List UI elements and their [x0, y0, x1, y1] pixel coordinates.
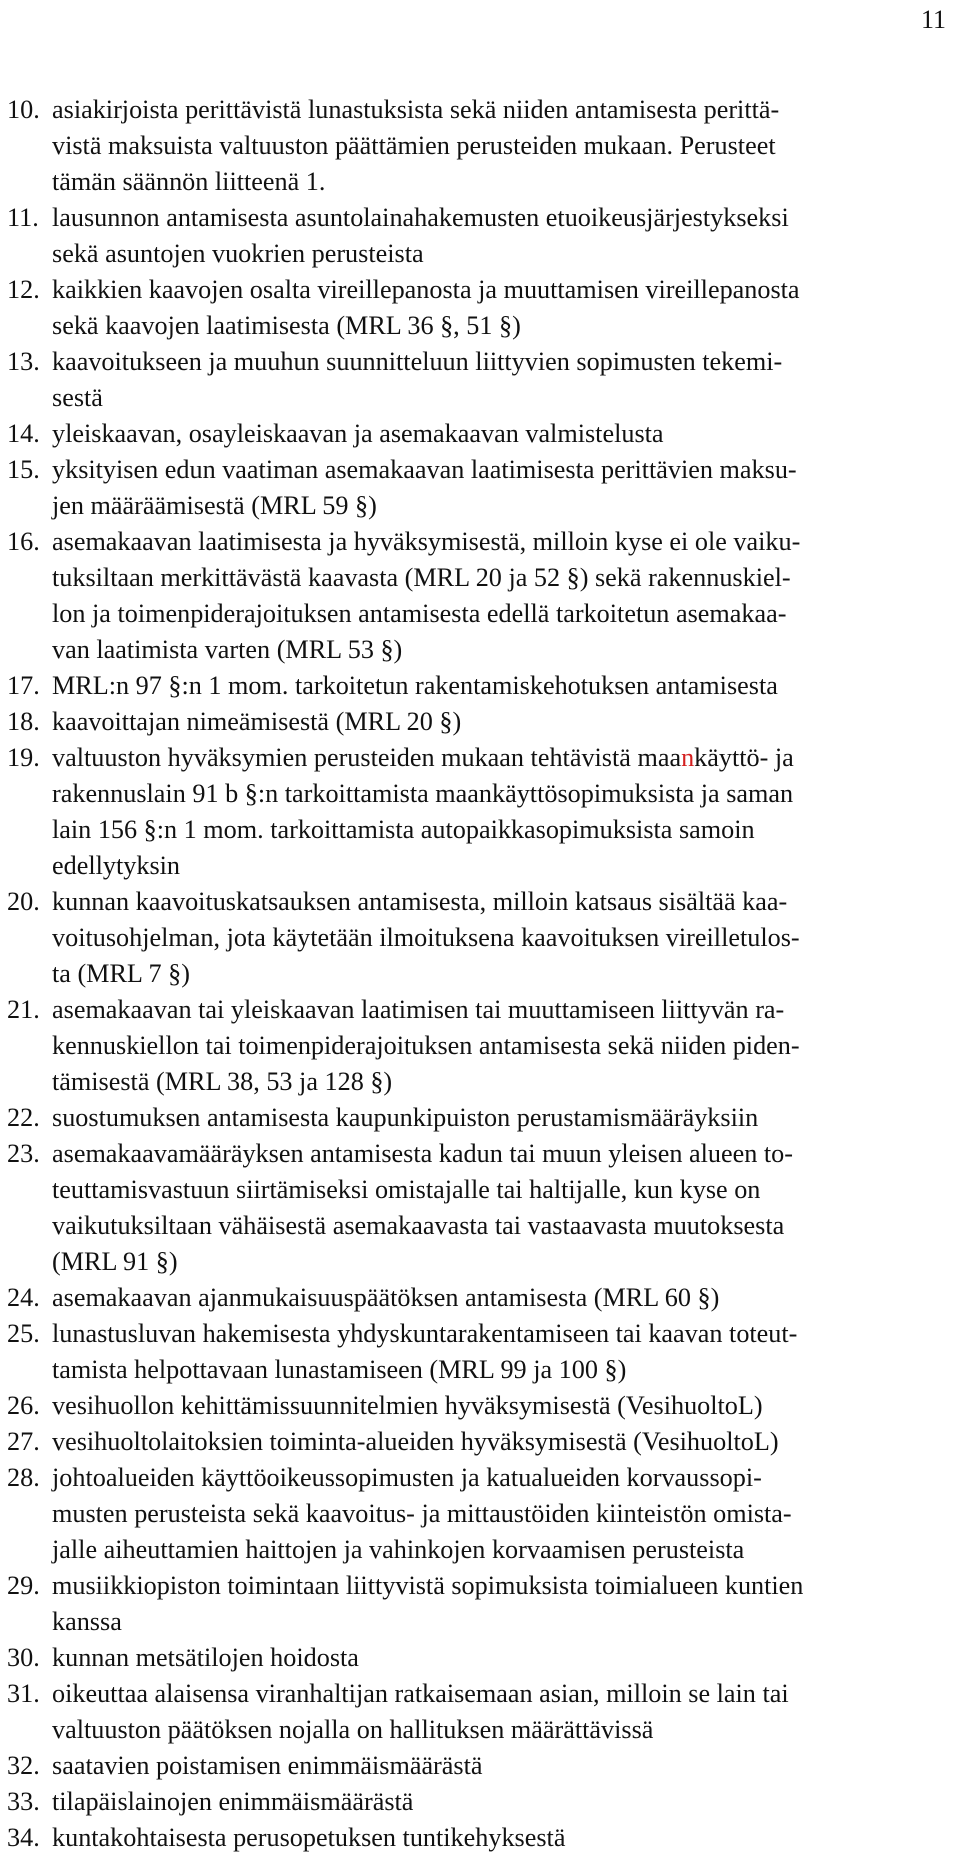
- list-item-text: [52, 1784, 955, 1820]
- list-item: [7, 668, 955, 704]
- list-item: [7, 1640, 955, 1676]
- list-item-number: 11.: [7, 203, 39, 232]
- text-line: vaikutuksiltaan vähäisestä asemakaavasta tai vastaavasta muutoksesta: [52, 1211, 785, 1240]
- text-line: suostumuksen antamisesta kaupunkipuiston perustamismääräyksiin: [52, 1103, 759, 1132]
- text-line: vesihuoltolaitoksien toiminta-alueiden hyväksymisestä (VesihuoltoL): [52, 1427, 779, 1456]
- list-item-number: 32.: [7, 1751, 40, 1780]
- list-item: [7, 704, 955, 740]
- text-line: vistä maksuista valtuuston päättämien perusteiden mukaan. Perusteet: [52, 131, 776, 160]
- list-item-number: 13.: [7, 347, 40, 376]
- list-item-number: 26.: [7, 1391, 40, 1420]
- list-item-text: [52, 272, 955, 344]
- list-item-number: 23.: [7, 1139, 40, 1168]
- text-line: kunnan metsätilojen hoidosta: [52, 1643, 359, 1672]
- text-line: kuntakohtaisesta perusopetuksen tuntikehyksestä: [52, 1823, 566, 1852]
- list-item: [7, 1460, 955, 1568]
- text-line: yksityisen edun vaatiman asemakaavan laatimisesta perittävien maksu-: [52, 455, 797, 484]
- text-line: van laatimista varten (MRL 53 §): [52, 635, 403, 664]
- list-item-number: 29.: [7, 1571, 40, 1600]
- list-item-number: 12.: [7, 275, 40, 304]
- list-item: [7, 1136, 955, 1280]
- text-line: kaavoittajan nimeämisestä (MRL 20 §): [52, 707, 462, 736]
- text-line: tämän säännön liitteenä 1.: [52, 167, 326, 196]
- text-line: asemakaavamääräyksen antamisesta kadun tai muun yleisen alueen to-: [52, 1139, 793, 1168]
- list-item-text: [52, 1280, 955, 1316]
- list-item-text: [52, 452, 955, 524]
- list-item-text: [52, 416, 955, 452]
- list-item-number: 34.: [7, 1823, 40, 1852]
- highlighted-letter: n: [681, 743, 695, 772]
- list-item: [7, 1280, 955, 1316]
- list-item-number: 27.: [7, 1427, 40, 1456]
- text-line: asemakaavan laatimisesta ja hyväksymisestä, milloin kyse ei ole vaiku-: [52, 527, 801, 556]
- list-item-number: 19.: [7, 743, 40, 772]
- list-item: [7, 1316, 955, 1388]
- list-item-text: [52, 1640, 955, 1676]
- text-line: vesihuollon kehittämissuunnitelmien hyväksymisestä (VesihuoltoL): [52, 1391, 763, 1420]
- list-item: [7, 92, 955, 200]
- text-line: asiakirjoista perittävistä lunastuksista sekä niiden antamisesta perittä-: [52, 95, 780, 124]
- list-item-text: [52, 92, 955, 200]
- list-item-number: 33.: [7, 1787, 40, 1816]
- list-item-number: 24.: [7, 1283, 40, 1312]
- text-line: tamista helpottavaan lunastamiseen (MRL 99 ja 100 §): [52, 1355, 627, 1384]
- list-item-text: [52, 1820, 955, 1856]
- list-item: [7, 884, 955, 992]
- list-item-text: [52, 344, 955, 416]
- text-line: ta (MRL 7 §): [52, 959, 190, 988]
- list-item: [7, 1820, 955, 1856]
- list-item-number: 10.: [7, 95, 40, 124]
- list-item: [7, 1784, 955, 1820]
- text-line: MRL:n 97 §:n 1 mom. tarkoitetun rakentamiskehotuksen antamisesta: [52, 671, 778, 700]
- text-line: voitusohjelman, jota käytetään ilmoituksena kaavoituksen vireilletulos-: [52, 923, 800, 952]
- list-item: [7, 1100, 955, 1136]
- text-line: kunnan kaavoituskatsauksen antamisesta, milloin katsaus sisältää kaa-: [52, 887, 788, 916]
- list-item-text: [52, 884, 955, 992]
- list-item: [7, 452, 955, 524]
- text-line: asemakaavan ajanmukaisuuspäätöksen antamisesta (MRL 60 §): [52, 1283, 720, 1312]
- list-item-number: 20.: [7, 887, 40, 916]
- list-item: [7, 200, 955, 272]
- list-item-number: 18.: [7, 707, 40, 736]
- list-item-text: [52, 1424, 955, 1460]
- list-item-number: 30.: [7, 1643, 40, 1672]
- text-line: edellytyksin: [52, 851, 181, 880]
- list-item-text: [52, 200, 955, 272]
- list-item-text: [52, 1460, 955, 1568]
- text-line: tuksiltaan merkittävästä kaavasta (MRL 20 ja 52 §) sekä rakennuskiel-: [52, 563, 791, 592]
- text-line: yleiskaavan, osayleiskaavan ja asemakaavan valmistelusta: [52, 419, 664, 448]
- page-number: 11: [920, 5, 946, 34]
- text-line: jalle aiheuttamien haittojen ja vahinkojen korvaamisen perusteista: [52, 1535, 745, 1564]
- text-line: johtoalueiden käyttöoikeussopimusten ja katualueiden korvaussopi-: [52, 1463, 762, 1492]
- text-line: jen määräämisestä (MRL 59 §): [52, 491, 377, 520]
- list-item-text: [52, 704, 955, 740]
- text-line: kaavoitukseen ja muuhun suunnitteluun liittyvien sopimusten tekemi-: [52, 347, 783, 376]
- list-item-text: [52, 1388, 955, 1424]
- list-item: [7, 992, 955, 1100]
- text-line: lunastusluvan hakemisesta yhdyskuntarakentamiseen tai kaavan toteut-: [52, 1319, 798, 1348]
- list-item-number: 28.: [7, 1463, 40, 1492]
- text-line: saatavien poistamisen enimmäismäärästä: [52, 1751, 483, 1780]
- list-item: [7, 1748, 955, 1784]
- list-item-number: 14.: [7, 419, 40, 448]
- list-item-text: [52, 740, 955, 884]
- text-line: tämisestä (MRL 38, 53 ja 128 §): [52, 1067, 393, 1096]
- list-item: [7, 1424, 955, 1460]
- list-item: [7, 416, 955, 452]
- list-item: [7, 524, 955, 668]
- list-item-text: [52, 1748, 955, 1784]
- text-line: teuttamisvastuun siirtämiseksi omistajalle tai haltijalle, kun kyse on: [52, 1175, 761, 1204]
- text-line: kaikkien kaavojen osalta vireillepanosta ja muuttamisen vireillepanosta: [52, 275, 800, 304]
- list-item-text: [52, 1316, 955, 1388]
- text-line: musten perusteista sekä kaavoitus- ja mittaustöiden kiinteistön omista-: [52, 1499, 792, 1528]
- list-item-text: [52, 1568, 955, 1640]
- text-line: rakennuslain 91 b §:n tarkoittamista maankäyttösopimuksista ja saman: [52, 779, 794, 808]
- list-item: [7, 740, 955, 884]
- list-item: [7, 1568, 955, 1640]
- list-item-text: [52, 992, 955, 1100]
- text-line: musiikkiopiston toimintaan liittyvistä sopimuksista toimialueen kuntien: [52, 1571, 804, 1600]
- list-item: [7, 344, 955, 416]
- list-item-text: [52, 524, 955, 668]
- text-line: sestä: [52, 383, 103, 412]
- text-line: (MRL 91 §): [52, 1247, 178, 1276]
- text-line: lain 156 §:n 1 mom. tarkoittamista autopaikkasopimuksista samoin: [52, 815, 755, 844]
- text-line: kennuskiellon tai toimenpiderajoituksen antamisesta sekä niiden piden-: [52, 1031, 800, 1060]
- list-item: [7, 1388, 955, 1424]
- numbered-list: [7, 92, 955, 1856]
- text-line: lon ja toimenpiderajoituksen antamisesta edellä tarkoitetun asemakaa-: [52, 599, 787, 628]
- text-line: valtuuston päätöksen nojalla on hallituksen määrättävissä: [52, 1715, 654, 1744]
- list-item-number: 22.: [7, 1103, 40, 1132]
- list-item-number: 31.: [7, 1679, 40, 1708]
- list-item-text: [52, 668, 955, 704]
- list-item: [7, 1676, 955, 1748]
- text-line: kanssa: [52, 1607, 122, 1636]
- text-line: valtuuston hyväksymien perusteiden mukaan tehtävistä maankäyttö- ja: [52, 743, 794, 772]
- text-line: asemakaavan tai yleiskaavan laatimisen tai muuttamiseen liittyvän ra-: [52, 995, 785, 1024]
- text-line: oikeuttaa alaisensa viranhaltijan ratkaisemaan asian, milloin se lain tai: [52, 1679, 789, 1708]
- list-item-number: 17.: [7, 671, 40, 700]
- list-item-number: 15.: [7, 455, 40, 484]
- text-line: tilapäislainojen enimmäismäärästä: [52, 1787, 414, 1816]
- text-line: sekä asuntojen vuokrien perusteista: [52, 239, 424, 268]
- text-line: lausunnon antamisesta asuntolainahakemusten etuoikeusjärjestykseksi: [52, 203, 789, 232]
- list-item-text: [52, 1136, 955, 1280]
- text-line: sekä kaavojen laatimisesta (MRL 36 §, 51 §): [52, 311, 521, 340]
- list-item-text: [52, 1100, 955, 1136]
- list-item-number: 25.: [7, 1319, 40, 1348]
- list-item-number: 21.: [7, 995, 40, 1024]
- list-item: [7, 272, 955, 344]
- list-item-number: 16.: [7, 527, 40, 556]
- list-item-text: [52, 1676, 955, 1748]
